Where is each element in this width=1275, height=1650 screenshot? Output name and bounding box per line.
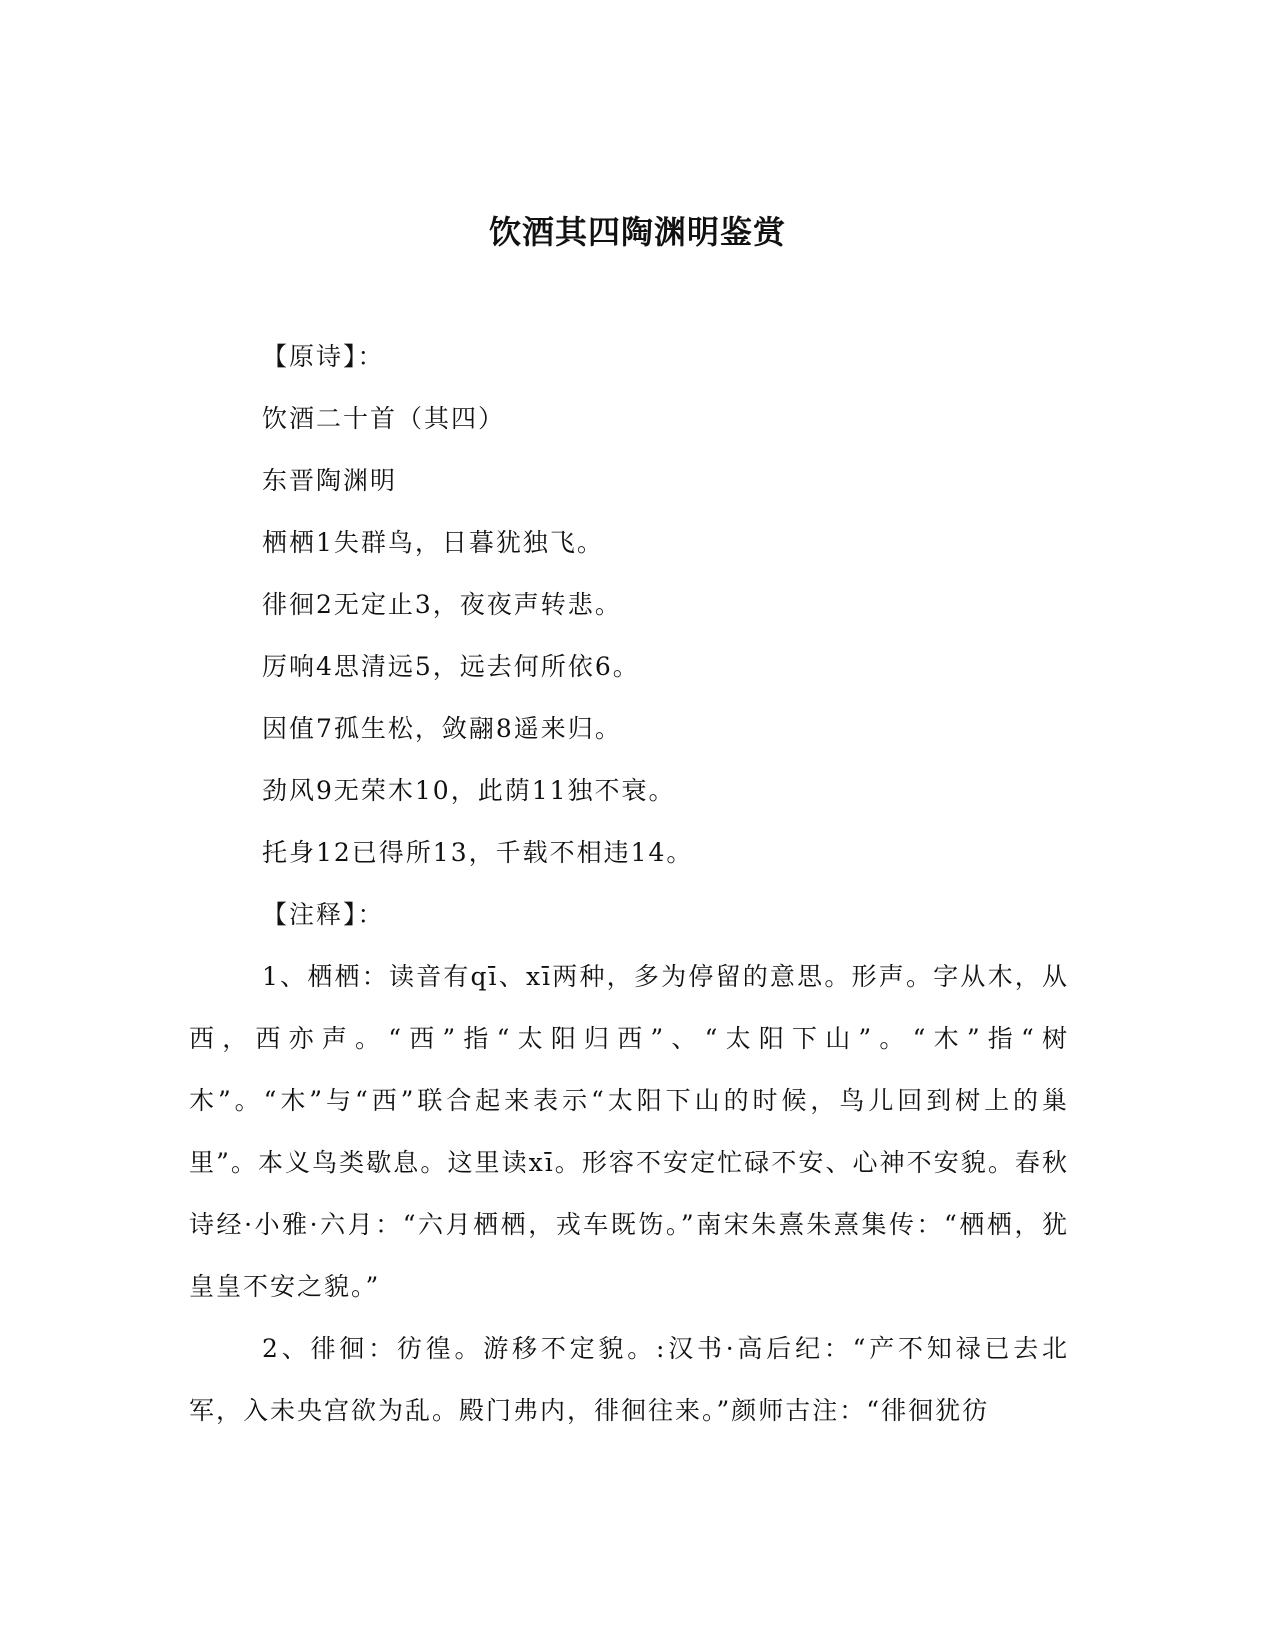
note-paragraph-1: 1、栖栖：读音有qī、xī两种，多为停留的意思。形声。字从木，从西，西亦声。“西”指“太阳归西”、“太阳下山”。“木”指“树木”。“木”与“西”联合起来表示“太阳下山的时候，鸟儿回到树上的巢里”。本义鸟类歇息。这里读xī。形容不安定忙碌不安、心神不安貌。春秋诗经·小雅·六月：“六月栖栖，戎车既饬。”南宋朱熹朱熹集传：“栖栖，犹皇皇不安之貌。” (189, 962, 1069, 1301)
poem-title: 饮酒二十首（其四） (262, 404, 506, 433)
poem-section-heading: 【原诗】： (262, 342, 385, 371)
notes-section-heading: 【注释】： (262, 900, 385, 929)
poem-verse-1: 栖栖1失群鸟，日暮犹独飞。 (262, 528, 604, 557)
poem-verse-6: 托身12已得所13，千载不相违14。 (262, 838, 694, 867)
page-title: 饮酒其四陶渊明鉴赏 (488, 213, 786, 251)
poem-verse-3: 厉响4思清远5，远去何所依6。 (262, 652, 640, 681)
note-paragraph-2: 2、徘徊：彷徨。游移不定貌。:汉书·高后纪：“产不知禄已去北军，入未央宫欲为乱。殿门弗内，徘徊往来。”颜师古注：“徘徊犹彷 (189, 1334, 1069, 1425)
poem-author: 东晋陶渊明 (262, 466, 398, 495)
poem-verse-2: 徘徊2无定止3，夜夜声转悲。 (262, 590, 622, 619)
poem-verse-5: 劲风9无荣木10，此荫11独不衰。 (262, 776, 676, 805)
poem-verse-4: 因值7孤生松，敛翮8遥来归。 (262, 714, 622, 743)
document-body (189, 326, 1069, 1442)
